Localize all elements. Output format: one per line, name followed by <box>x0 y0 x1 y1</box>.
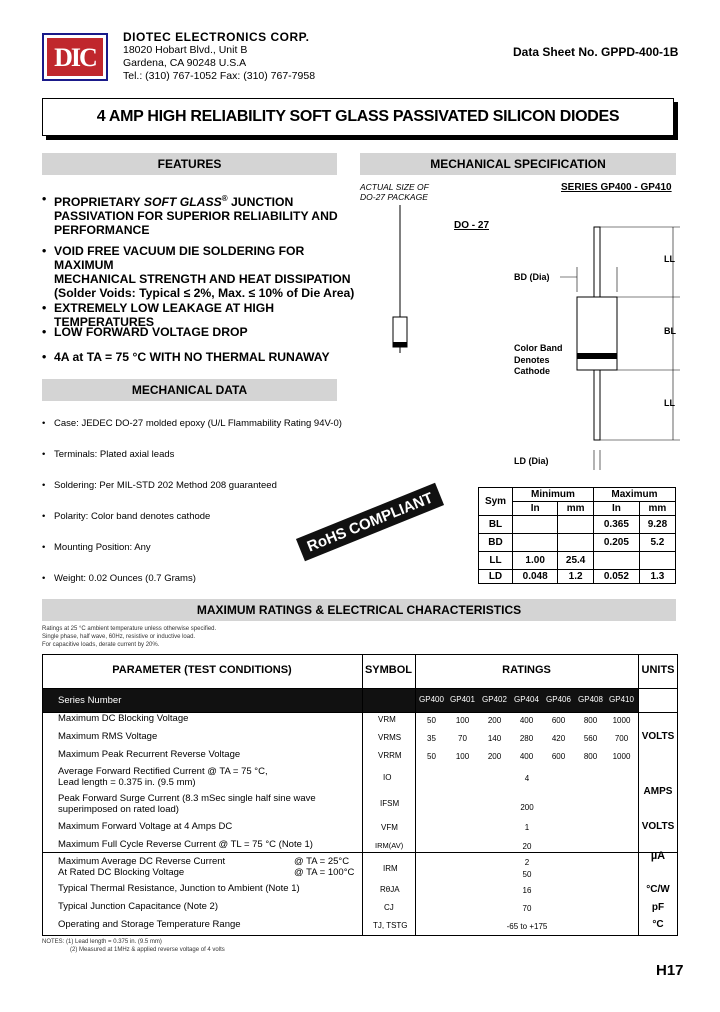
footnotes: NOTES: (1) Lead length = 0.375 in. (9.5 mm) (2) Measured at 1MHz & applied reverse voltage of 4 volts <box>42 939 225 953</box>
datasheet-number: Data Sheet No. GPPD-400-1B <box>513 45 679 59</box>
dim-header-in: In <box>593 502 639 516</box>
unit-pf: pF <box>651 902 665 913</box>
row-symbol: VRM <box>378 715 396 724</box>
row-value: 20 <box>522 842 532 851</box>
row-symbol: VRRM <box>378 751 402 760</box>
mech-item: Mounting Position: Any <box>54 542 151 553</box>
feature-item: 4A at TA = 75 °C WITH NO THERMAL RUNAWAY <box>54 350 330 364</box>
bullet-icon: • <box>42 542 46 553</box>
series-label: Series Number <box>58 695 122 706</box>
mech-spec-heading: MECHANICAL SPECIFICATION <box>360 153 676 175</box>
logo-text: DIC <box>54 43 96 72</box>
rohs-badge: RoHS COMPLIANT <box>296 483 444 561</box>
row-conditions: @ TA = 25°C @ TA = 100°C <box>294 856 355 878</box>
col-symbol: SYMBOL <box>364 664 413 676</box>
row-param: Maximum RMS Voltage <box>58 731 158 742</box>
series-label: SERIES GP400 - GP410 <box>561 182 672 193</box>
bullet-icon: • <box>42 449 46 460</box>
row-symbol: IFSM <box>380 799 400 808</box>
unit-volts: VOLTS <box>641 821 675 832</box>
bullet-icon: • <box>42 573 46 584</box>
row-param: Operating and Storage Temperature Range <box>58 919 241 930</box>
row-symbol: RθJA <box>380 885 400 894</box>
mech-item: Polarity: Color band denotes cathode <box>54 511 211 522</box>
mech-item: Soldering: Per MIL-STD 202 Method 208 guaranteed <box>54 480 277 491</box>
feature-item: LOW FORWARD VOLTAGE DROP <box>54 325 248 339</box>
row-symbol: VFM <box>381 823 398 832</box>
mech-item: Case: JEDEC DO-27 molded epoxy (U/L Flammability Rating 94V-0) <box>54 418 342 429</box>
dimension-table <box>478 487 676 584</box>
unit-c: °C <box>652 919 664 930</box>
row-param: Typical Junction Capacitance (Note 2) <box>58 901 218 912</box>
bl-label: BL <box>664 326 676 336</box>
row-value: 4 <box>524 774 530 783</box>
company-name: DIOTEC ELECTRONICS CORP. <box>123 30 310 44</box>
series-number: GP401 <box>450 695 475 704</box>
bullet-icon: • <box>42 418 46 429</box>
row-param: Peak Forward Surge Current (8.3 mSec single half sine wave superimposed on rated load) <box>58 793 316 815</box>
row-symbol: IRM(AV) <box>375 841 404 850</box>
row-symbol: IRM <box>383 864 398 873</box>
col-units: UNITS <box>641 664 675 676</box>
package-label: DO - 27 <box>454 220 490 231</box>
ratings-notes: Ratings at 25 °C ambient temperature unless otherwise specified. Single phase, half wave, 60Hz, resistive or inductive load. For capacitive loads, derate current by 20%. <box>42 626 217 648</box>
feature-item: EXTREMELY LOW LEAKAGE AT HIGH TEMPERATURES <box>54 301 275 329</box>
row-symbol: IO <box>383 773 392 782</box>
series-row-bg <box>363 689 415 712</box>
actual-size-diode-drawing <box>385 205 415 355</box>
address-line: 18020 Hobart Blvd., Unit B <box>123 44 248 56</box>
company-address <box>123 44 315 83</box>
col-param: PARAMETER (TEST CONDITIONS) <box>112 664 292 676</box>
bullet-icon: • <box>42 480 46 491</box>
ratings-heading: MAXIMUM RATINGS & ELECTRICAL CHARACTERISTICS <box>42 599 676 621</box>
col-ratings: RATINGS <box>502 664 551 676</box>
company-logo <box>42 33 108 81</box>
row-value: 1 <box>524 823 530 832</box>
unit-ua: µA <box>650 850 666 862</box>
page-number: H17 <box>656 962 684 979</box>
series-number: GP408 <box>578 695 603 704</box>
feature-item: VOID FREE VACUUM DIE SOLDERING FOR MAXIMUM MECHANICAL STRENGTH AND HEAT DISSIPATION (Solder Voids: Typical ≤ 2%, Max. ≤ 10% of Die Area) <box>54 244 355 300</box>
package-outline-drawing <box>560 222 680 472</box>
color-band-label: Color Band Denotes Cathode <box>514 343 563 376</box>
row-param: Average Forward Rectified Current @ TA = 75 °C, Lead length = 0.375 in. (9.5 mm) <box>58 766 268 788</box>
bullet-icon: • <box>42 350 47 364</box>
series-number: GP406 <box>546 695 571 704</box>
series-number: GP400 <box>419 695 444 704</box>
mechanical-data-heading: MECHANICAL DATA <box>42 379 337 401</box>
series-number: GP402 <box>482 695 507 704</box>
ld-label: LD (Dia) <box>514 456 549 466</box>
row-symbol: TJ, TSTG <box>373 921 408 930</box>
unit-volts: VOLTS <box>641 731 675 742</box>
dim-header-min: Minimum <box>513 488 594 502</box>
dim-header-mm: mm <box>639 502 675 516</box>
row-value: 2 50 <box>522 858 532 879</box>
bullet-icon: • <box>42 325 47 339</box>
bd-label: BD (Dia) <box>514 272 550 282</box>
row-param: Maximum Full Cycle Reverse Current @ TL = 75 °C (Note 1) <box>58 839 313 850</box>
row-value: 70 <box>522 904 532 913</box>
dim-header-max: Maximum <box>593 488 675 502</box>
dim-header-sym: Sym <box>479 488 513 516</box>
row-param: Maximum Peak Recurrent Reverse Voltage <box>58 749 241 760</box>
ll-label: LL <box>664 254 675 264</box>
table-row: BL 0.365 9.28 <box>479 516 676 534</box>
ll-label-2: LL <box>664 398 675 408</box>
row-symbol: CJ <box>384 903 394 912</box>
features-heading: FEATURES <box>42 153 337 175</box>
row-param: Maximum Forward Voltage at 4 Amps DC <box>58 821 233 832</box>
unit-cw: °C/W <box>646 884 670 895</box>
bullet-icon: • <box>42 244 47 258</box>
address-line: Tel.: (310) 767-1052 Fax: (310) 767-7958 <box>123 70 316 82</box>
dim-header-mm: mm <box>558 502 594 516</box>
bullet-icon: • <box>42 511 46 522</box>
unit-amps: AMPS <box>643 786 673 797</box>
row-param: Typical Thermal Resistance, Junction to Ambient (Note 1) <box>58 883 300 894</box>
series-numbers <box>416 695 638 707</box>
row-param: Maximum DC Blocking Voltage <box>58 713 189 724</box>
row-param: Maximum Average DC Reverse Current At Rated DC Blocking Voltage <box>58 856 226 878</box>
bullet-icon: • <box>42 301 47 315</box>
series-number: GP410 <box>609 695 634 704</box>
page-title: 4 AMP HIGH RELIABILITY SOFT GLASS PASSIVATED SILICON DIODES <box>42 98 674 136</box>
row-value: 200 <box>520 803 534 812</box>
dim-header-in: In <box>513 502 558 516</box>
series-number: GP404 <box>514 695 539 704</box>
table-row: BD 0.205 5.2 <box>479 534 676 552</box>
mech-item: Weight: 0.02 Ounces (0.7 Grams) <box>54 573 196 584</box>
address-line: Gardena, CA 90248 U.S.A <box>123 57 247 69</box>
table-row: LD 0.048 1.2 0.052 1.3 <box>479 570 676 584</box>
bullet-icon: • <box>42 192 47 206</box>
feature-item: PROPRIETARY SOFT GLASS® JUNCTION PASSIVATION FOR SUPERIOR RELIABILITY AND PERFORMANCE <box>54 194 338 238</box>
mech-item: Terminals: Plated axial leads <box>54 449 175 460</box>
table-row: LL 1.00 25.4 <box>479 552 676 570</box>
row-value: -65 to +175 <box>506 922 548 931</box>
actual-size-note: ACTUAL SIZE OF DO-27 PACKAGE <box>360 182 429 202</box>
row-value: 16 <box>522 886 532 895</box>
row-symbol: VRMS <box>378 733 402 742</box>
